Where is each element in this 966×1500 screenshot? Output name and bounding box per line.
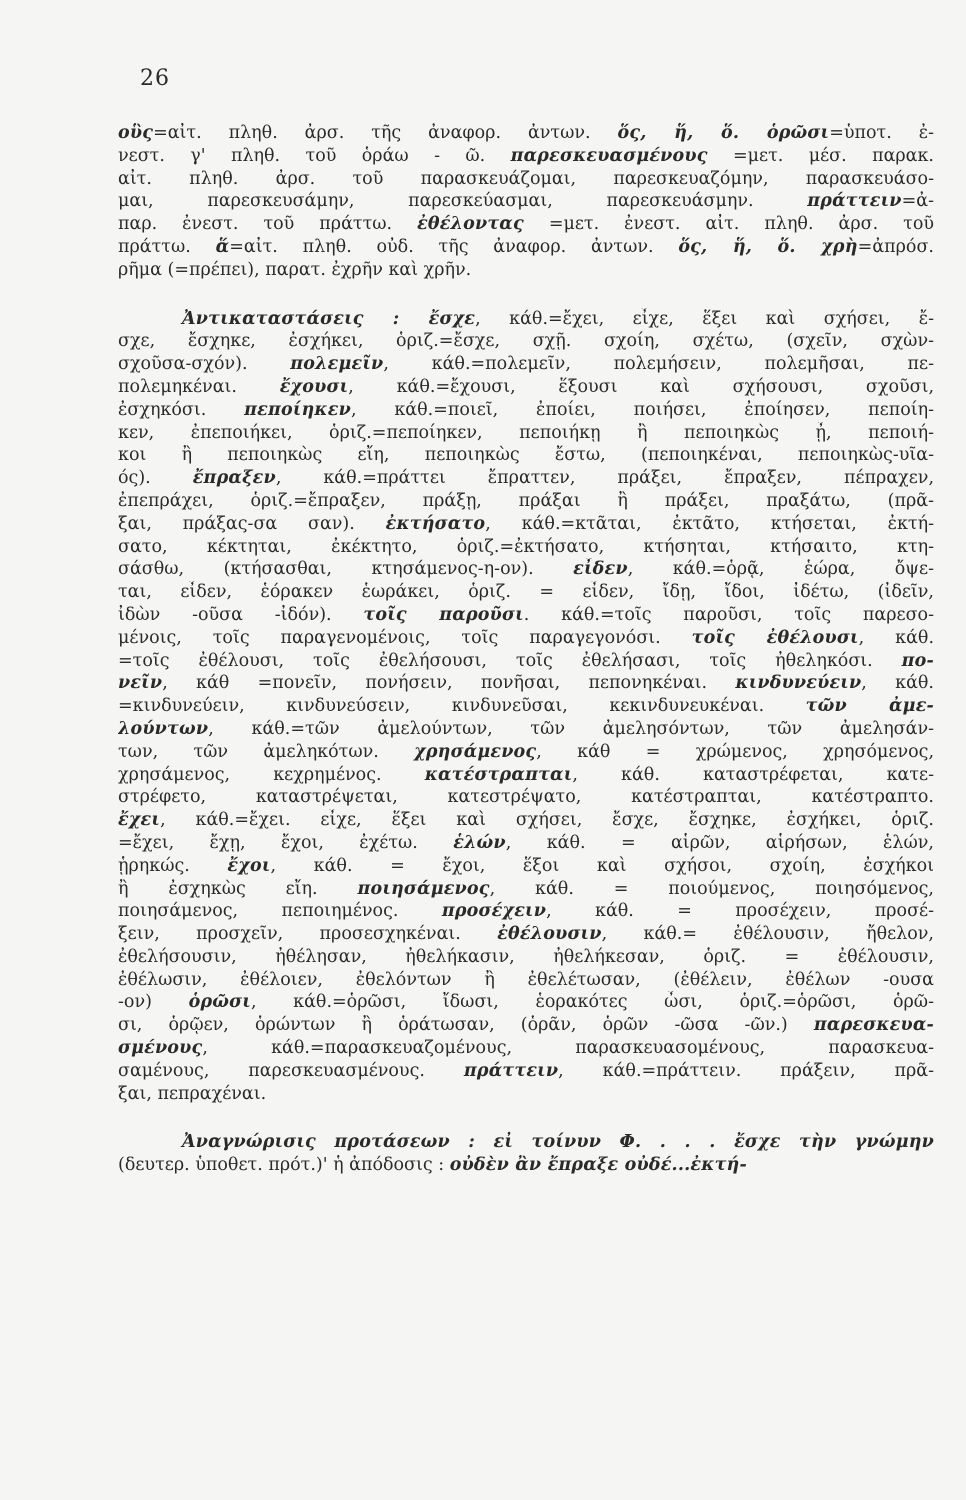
text-line [118, 513, 934, 536]
headword: λούντων [118, 718, 209, 739]
gloss-text: αἰτ. πληθ. ἀρσ. τοῦ παρασκευάζομαι, παρεσκευαζόμην, παρασκευάσο- [118, 168, 934, 189]
gloss-text: =μετ. ἐνεστ. αἰτ. πληθ. ἀρσ. τοῦ [523, 214, 934, 235]
gloss-text: ᾑρηκώς. [118, 855, 228, 876]
headword: παρεσκευασμένους [510, 145, 708, 166]
paragraph-spacer [118, 282, 934, 308]
text-line [118, 786, 934, 809]
gloss-text: χρησάμενος, κεχρημένος. [118, 764, 425, 785]
gloss-text: ἐθελήσουσιν, ἠθέλησαν, ἠθελήκασιν, ἠθελήκεσαν, ὁριζ. = ἐθέλουσιν, [118, 946, 934, 967]
headword: Ἀντικαταστάσεις : ἔσχε [182, 308, 476, 329]
text-line [118, 741, 934, 764]
headword: τῶν ἀμε- [805, 696, 934, 717]
paragraph-spacer [118, 1105, 934, 1131]
text-line [118, 878, 934, 901]
gloss-text: , κάθ.=παρασκευαζομένους, παρασκευασομένους, παρασκευα- [202, 1038, 934, 1059]
gloss-text: , κάθ.=τῶν ἀμελούντων, τῶν ἀμελησόντων, τῶν ἀμελησάν- [208, 718, 934, 739]
gloss-text: -ον) [118, 992, 189, 1013]
gloss-text: , κάθ. = ἔχοι, ἕξοι καὶ σχήσοι, σχοίη, ἐσχήκοι [270, 855, 934, 876]
headword: οὐδὲν ἂν ἔπραξε οὐδέ...ἐκτή- [449, 1155, 747, 1176]
text-line [118, 900, 934, 923]
headword: χρησάμενος [414, 741, 537, 762]
headword: σμένους [118, 1038, 203, 1059]
gloss-text: =ἀπρόσ. [857, 236, 934, 257]
gloss-text: ξαι, πράξας-σα σαν). [118, 513, 386, 534]
text-line [118, 353, 934, 376]
headword: Ἀναγνώρισις προτάσεων : εἰ τοίνυν Φ. . . . ἔσχε τὴν γνώμην [182, 1132, 934, 1153]
gloss-text: μαι, παρεσκευσάμην, παρεσκεύασμαι, παρεσκευάσμην. [118, 191, 808, 212]
text-line [118, 809, 934, 832]
text-line [118, 1037, 934, 1060]
gloss-text: ρῆμα (=πρέπει), παρατ. ἐχρῆν καὶ χρῆν. [118, 259, 472, 280]
gloss-text: , κάθ.=πολεμεῖν, πολεμήσειν, πολεμῆσαι, πε- [383, 354, 934, 375]
text-line [118, 627, 934, 650]
text-line [118, 581, 934, 604]
gloss-text: σι, ὁρῷεν, ὁρώντων ἢ ὁράτωσαν, (ὁρᾶν, ὁρῶν -ῶσα -ῶν.) [118, 1015, 814, 1036]
gloss-text: , κάθ. = αἱρῶν, αἱρήσων, ἑλών, [505, 832, 934, 853]
headword: ἐθέλοντας [417, 214, 524, 235]
gloss-text: , κάθ.=ποιεῖ, ἐποίει, ποιήσει, ἐποίησεν, πεποίη- [350, 399, 934, 420]
text-line [118, 376, 934, 399]
gloss-text: ξειν, προσχεῖν, προσεσχηκέναι. [118, 924, 498, 945]
headword: ἑλών [453, 832, 506, 853]
gloss-text: σχοῦσα-σχόν). [118, 354, 291, 375]
gloss-text: , κάθ. [861, 673, 934, 694]
gloss-text: , κάθ.=πράττειν. πράξειν, πρᾶ- [558, 1060, 934, 1081]
text-line [118, 1083, 934, 1106]
headword: πολεμεῖν [290, 354, 384, 375]
text-line [118, 444, 934, 467]
body-text [118, 122, 934, 1177]
gloss-text: =τοῖς ἐθέλουσι, τοῖς ἐθελήσουσι, τοῖς ἐθελήσασι, τοῖς ἠθεληκόσι. [118, 650, 902, 671]
gloss-text: , κάθ.=ἔχει. εἶχε, ἕξει καὶ σχήσει, ἔσχε, ἔσχηκε, ἐσχήκει, ὁριζ. [160, 810, 934, 831]
gloss-text: ἐσχηκόσι. [118, 399, 245, 420]
text-line [118, 650, 934, 673]
headword: πράττειν [807, 191, 902, 212]
gloss-text: σάσθω, (κτήσασθαι, κτησάμενος-η-ον). [118, 559, 574, 580]
gloss-text: =κινδυνεύειν, κινδυνεύσειν, κινδυνεῦσαι, κεκινδυνευκέναι. [118, 696, 806, 717]
text-line [118, 969, 934, 992]
gloss-text: =αἰτ. πληθ. ἀρσ. τῆς ἀναφορ. ἀντων. [153, 123, 618, 143]
text-line [118, 946, 934, 969]
gloss-text: των, τῶν ἀμεληκότων. [118, 741, 415, 762]
gloss-text: ἰδὼν -οῦσα -ἰδόν). [118, 604, 364, 625]
text-line [118, 330, 934, 353]
gloss-text: ξαι, πεπραχέναι. [118, 1083, 267, 1104]
text-line [118, 308, 934, 331]
gloss-text: , κάθ =πονεῖν, πονήσειν, πονῆσαι, πεπονηκέναι. [162, 673, 736, 694]
headword: κατέστραπται [424, 764, 573, 785]
paragraph [118, 122, 934, 282]
gloss-text: κοι ἢ πεποιηκὼς εἴη, πεποιηκὼς ἔστω, (πεποιηκέναι, πεποιηκὼς-υῖα- [118, 445, 934, 466]
gloss-text: παρ. ἐνεστ. τοῦ πράττω. [118, 214, 418, 235]
headword: ὅς, ἥ, ὅ. χρὴ [678, 236, 858, 257]
gloss-text: σαμένους, παρεσκευασμένους. [118, 1060, 464, 1081]
page-number: 26 [140, 66, 170, 91]
text-line [118, 467, 934, 490]
gloss-text: , κάθ = χρώμενος, χρησόμενος, [536, 741, 934, 762]
gloss-text: ός). [118, 468, 193, 489]
paragraph [118, 1131, 934, 1177]
gloss-text: . κάθ.=τοῖς παροῦσι, τοῖς παρεσο- [523, 604, 934, 625]
gloss-text: πράττω. [118, 236, 216, 257]
gloss-text: νεστ. γ' πληθ. τοῦ ὁράω - ῶ. [118, 145, 511, 166]
headword: ἔχοι [227, 855, 271, 876]
gloss-text: =ὑποτ. ἐ- [829, 123, 934, 143]
gloss-text: ποιησάμενος, πεποιημένος. [118, 901, 442, 922]
headword: τοῖς παροῦσι [363, 604, 524, 625]
text-line [118, 168, 934, 191]
text-line [118, 604, 934, 627]
text-line [118, 695, 934, 718]
gloss-text: πολεμηκέναι. [118, 376, 280, 397]
gloss-text: σχε, ἔσχηκε, ἐσχήκει, ὁριζ.=ἔσχε, σχῇ. σχοίη, σχέτω, (σχεῖν, σχὼν- [118, 331, 934, 352]
gloss-text: σατο, κέκτηται, ἐκέκτητο, ὁριζ.=ἐκτήσατο, κτήσηται, κτήσαιτο, κτη- [118, 536, 934, 557]
headword: ἅ [215, 236, 230, 257]
gloss-text: , κάθ. [858, 627, 934, 648]
text-line [118, 236, 934, 259]
headword: οὓς [118, 123, 154, 143]
text-line [118, 558, 934, 581]
headword: πράττειν [463, 1060, 559, 1081]
text-line [118, 536, 934, 559]
gloss-text: μένοις, τοῖς παραγενομένοις, τοῖς παραγεγονόσι. [118, 627, 692, 648]
headword: ἐθέλουσιν [497, 924, 602, 945]
headword: ὅς, ἥ, ὅ. ὁρῶσι [617, 123, 830, 143]
text-line [118, 855, 934, 878]
headword: προσέχειν [441, 901, 547, 922]
text-line [118, 923, 934, 946]
headword: πεποίηκεν [244, 399, 351, 420]
text-line [118, 1014, 934, 1037]
headword: ἐκτήσατο [385, 513, 486, 534]
text-line [118, 122, 934, 145]
text-line [118, 259, 934, 282]
text-line [118, 490, 934, 513]
text-line [118, 1154, 934, 1177]
headword: εἶδεν [573, 559, 628, 580]
gloss-text: =ἔχει, ἔχῃ, ἔχοι, ἐχέτω. [118, 832, 454, 853]
gloss-text: , κάθ. = ποιούμενος, ποιησόμενος, [489, 878, 934, 899]
text-line [118, 190, 934, 213]
text-line [118, 399, 934, 422]
headword: πο- [901, 650, 934, 671]
gloss-text: , κάθ.=κτᾶται, ἐκτᾶτο, κτήσεται, ἐκτή- [485, 513, 934, 534]
headword: τοῖς ἐθέλουσι [691, 627, 859, 648]
gloss-text: (δευτερ. ὑποθετ. πρότ.)' ἡ ἀπόδοσις : [118, 1155, 450, 1176]
headword: ἔχουσι [279, 376, 349, 397]
text-line [118, 1060, 934, 1083]
gloss-text: =ἀ- [901, 191, 934, 212]
headword: ποιησάμενος [357, 878, 490, 899]
gloss-text: , κάθ.= ἐθέλουσιν, ἤθελον, [601, 924, 934, 945]
headword: ὁρῶσι [188, 992, 251, 1013]
text-line [118, 422, 934, 445]
text-line [118, 991, 934, 1014]
text-line [118, 718, 934, 741]
gloss-text: , κάθ.=ὁρᾷ, ἑώρα, ὄψε- [627, 559, 934, 580]
gloss-text: ἐθέλωσιν, ἐθέλοιεν, ἐθελόντων ἢ ἐθελέτωσαν, (ἐθέλειν, ἐθέλων -ουσα [118, 969, 934, 990]
text-line [118, 213, 934, 236]
text-line [118, 764, 934, 787]
gloss-text: ἐπεπράχει, ὁριζ.=ἔπραξεν, πράξῃ, πράξαι ἢ πράξει, πραξάτω, (πρᾶ- [118, 490, 934, 511]
gloss-text: , κάθ.=ἔχει, εἶχε, ἕξει καὶ σχήσει, ἔ- [475, 308, 934, 329]
headword: νεῖν [118, 673, 163, 694]
text-line [118, 672, 934, 695]
headword: κινδυνεύειν [735, 673, 862, 694]
gloss-text: ται, εἶδεν, ἑόρακεν ἑωράκει, ὁριζ. = εἶδεν, ἴδῃ, ἴδοι, ἰδέτω, (ἰδεῖν, [118, 582, 934, 603]
headword: ἔπραξεν [192, 468, 276, 489]
gloss-text: κεν, ἐπεποιήκει, ὁριζ.=πεποίηκεν, πεποιήκῃ ἢ πεποιηκὼς ᾖ, πεποιή- [118, 422, 934, 443]
gloss-text: , κάθ. καταστρέφεται, κατε- [572, 764, 934, 785]
text-line [118, 145, 934, 168]
headword: παρεσκευα- [813, 1015, 934, 1036]
gloss-text: , κάθ.=πράττει ἔπραττεν, πράξει, ἔπραξεν, πέπραχεν, [275, 468, 934, 489]
gloss-text: , κάθ.=ἔχουσι, ἕξουσι καὶ σχήσουσι, σχοῦσι, [348, 376, 934, 397]
text-line [118, 832, 934, 855]
gloss-text: ἢ ἐσχηκὼς εἴη. [118, 878, 358, 899]
gloss-text: , κάθ.=ὁρῶσι, ἴδωσι, ἑορακότες ὦσι, ὁριζ.=ὁρῶσι, ὁρῶ- [250, 992, 934, 1013]
paragraph [118, 308, 934, 1106]
gloss-text: =αἰτ. πληθ. οὐδ. τῆς ἀναφορ. ἀντων. [229, 236, 679, 257]
gloss-text: , κάθ. = προσέχειν, προσέ- [546, 901, 934, 922]
text-line [118, 1131, 934, 1154]
gloss-text: =μετ. μέσ. παρακ. [707, 145, 934, 166]
gloss-text: στρέφετο, καταστρέψεται, κατεστρέψατο, κατέστραπται, κατέστραπτο. [118, 787, 934, 808]
headword: ἔχει [118, 810, 161, 831]
